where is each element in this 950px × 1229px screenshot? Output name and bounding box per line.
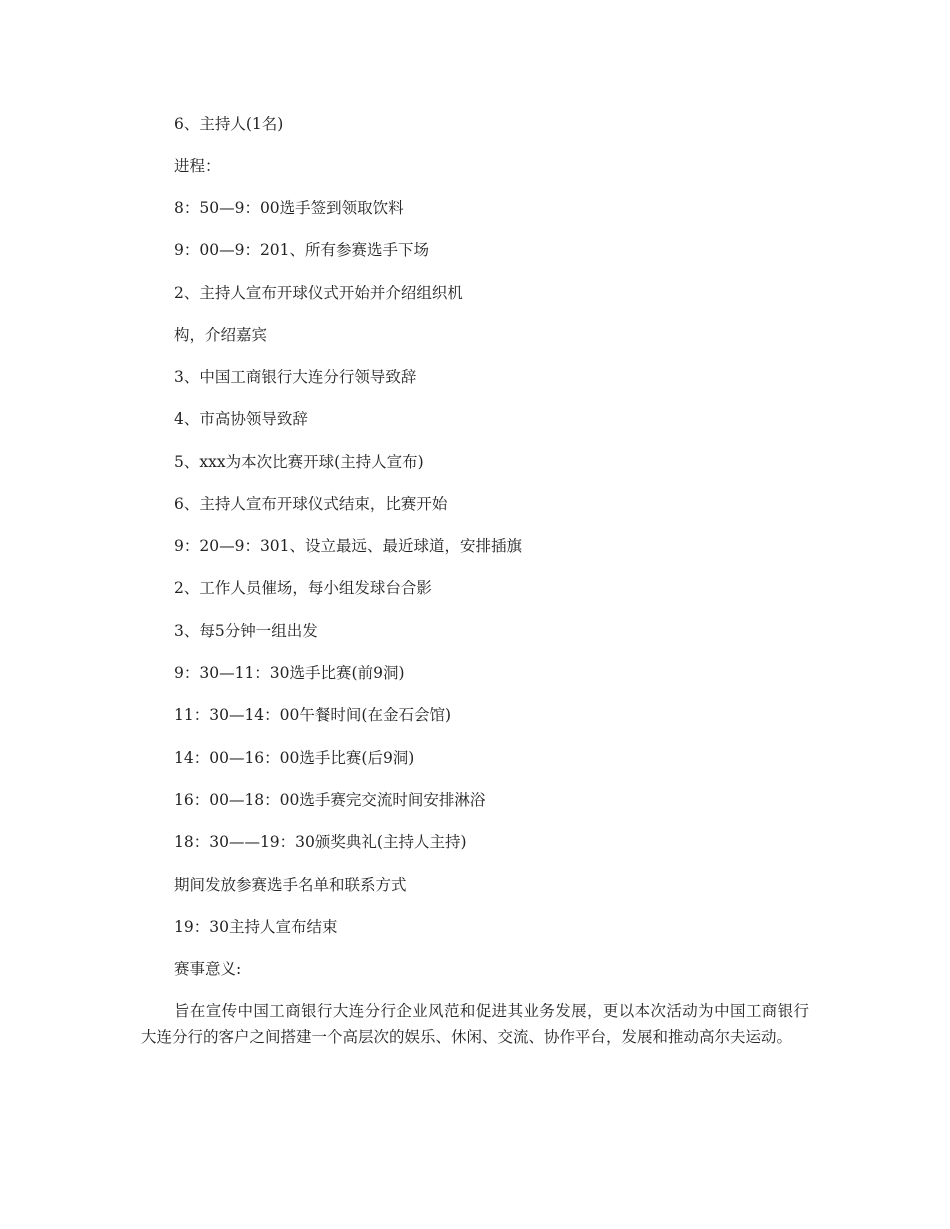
text-line: 5、xxx为本次比赛开球(主持人宣布) [174,453,424,471]
text-line: 16：00—18：00选手赛完交流时间安排淋浴 [174,791,486,809]
text-line: 19：30主持人宣布结束 [174,918,338,936]
text-line: 进程： [174,157,221,175]
text-line: 2、工作人员催场，每小组发球台合影 [174,579,432,597]
text-line: 6、主持人宣布开球仪式结束，比赛开始 [174,495,448,513]
text-line: 4、市高协领导致辞 [174,410,308,428]
text-line: 6、主持人(1名) [174,115,284,133]
text-line: 3、中国工商银行大连分行领导致辞 [174,368,417,386]
text-line: 14：00—16：00选手比赛(后9洞) [174,749,415,767]
text-line: 构，介绍嘉宾 [174,326,268,344]
text-line: 期间发放参赛选手名单和联系方式 [174,876,407,894]
text-line: 8：50—9：00选手签到领取饮料 [174,199,404,217]
text-line: 3、每5分钟一组出发 [174,622,318,640]
text-line: 2、主持人宣布开球仪式开始并介绍组织机 [174,284,463,302]
section-heading: 赛事意义: [174,960,242,978]
text-line: 11：30—14：00午餐时间(在金石会馆) [174,706,451,724]
text-line: 9：00—9：201、所有参赛选手下场 [174,241,430,259]
body-paragraph: 旨在宣传中国工商银行大连分行企业风范和促进其业务发展，更以本次活动为中国工商银行大连分行的客户之间搭建一个高层次的娱乐、休闲、交流、协作平台，发展和推动高尔夫运动。 [141,1002,809,1046]
text-line: 9：20—9：301、设立最远、最近球道，安排插旗 [174,537,523,555]
text-line: 18：30——19：30颁奖典礼(主持人主持) [174,833,467,851]
text-line: 9：30—11：30选手比赛(前9洞) [174,664,405,682]
